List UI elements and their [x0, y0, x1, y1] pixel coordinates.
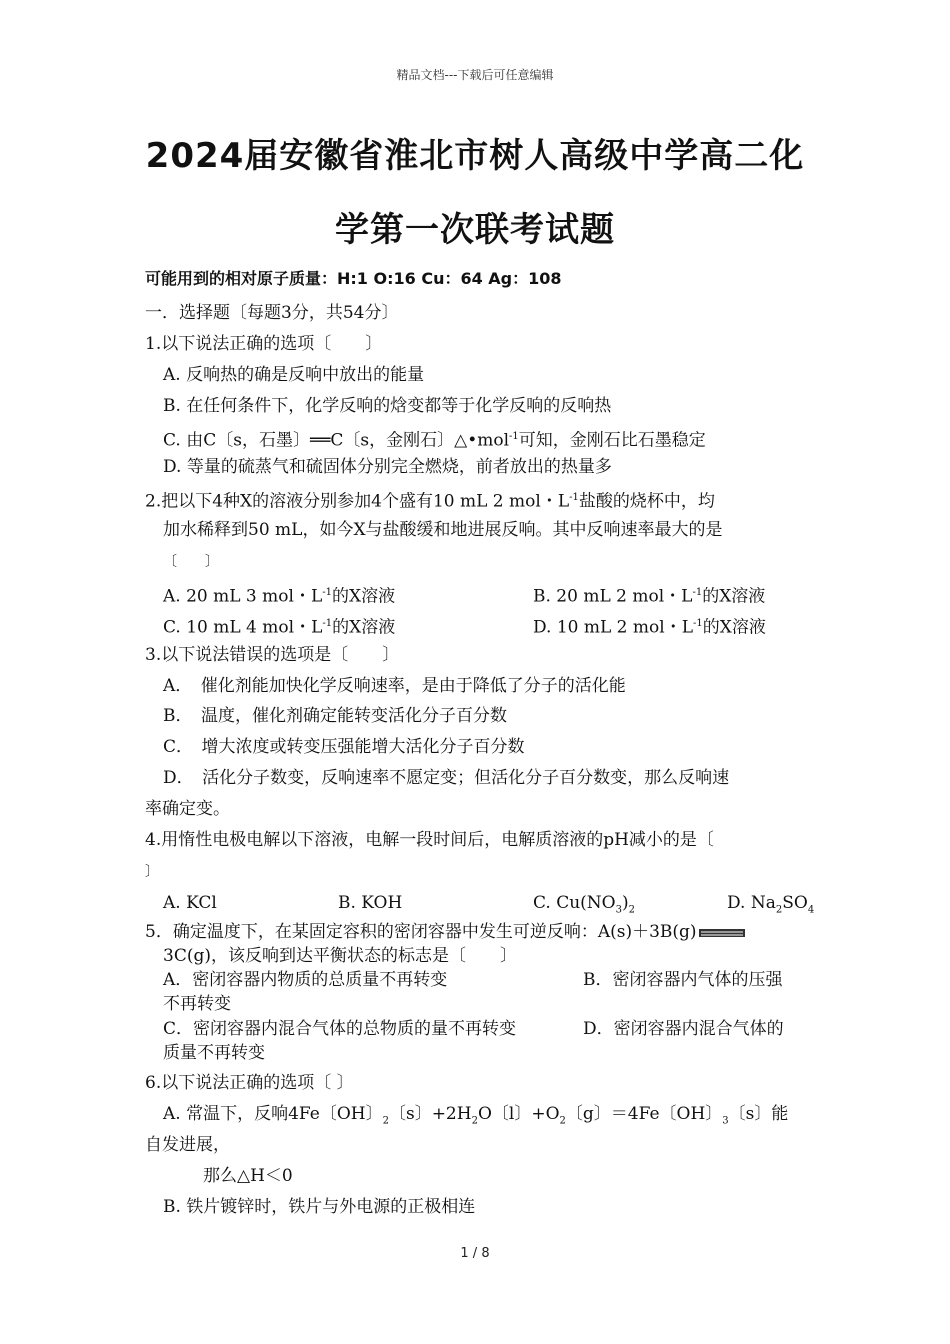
q2-option-c: [163, 613, 395, 639]
q2-stem-line-1: [145, 487, 715, 513]
q6-a-part-4: 〔g〕＝4Fe〔OH〕: [565, 1104, 723, 1124]
q4-option-c-sub2: 2: [628, 904, 635, 916]
q5-option-a: A．密闭容器内物质的总质量不再转变: [163, 970, 448, 990]
q3-option-d-line-2: 率确定变。: [145, 799, 230, 819]
q4-option-d-sub: 2: [775, 904, 783, 916]
atomic-masses: 可能用到的相对原子质量：H:1 O:16 Cu：64 Ag：108: [145, 269, 562, 288]
q5-stem-line-1: [145, 921, 745, 943]
q4-stem-line-2: 〕: [145, 864, 159, 880]
q4-stem-line-1: 4.用惰性电极电解以下溶液，电解一段时间后，电解质溶液的pH减小的是〔: [145, 830, 714, 850]
q1-option-c-sup: -1: [509, 431, 519, 442]
page-header: 精品文档---下载后可任意编辑: [396, 68, 554, 82]
q4-option-c-text: C. Cu(NO: [533, 893, 616, 913]
q6-option-b: B. 铁片镀锌时，铁片与外电源的正极相连: [163, 1197, 476, 1217]
q4-option-b: B. KOH: [338, 893, 403, 913]
q2-option-d: [533, 613, 766, 639]
q2-stem-sup: -1: [569, 492, 579, 503]
q3-stem: 3.以下说法错误的选项是〔 〕: [145, 645, 400, 665]
q6-a-part-2: 〔s〕+2H: [388, 1104, 472, 1124]
page-title-line-1: 2024届安徽省淮北市树人高级中学高二化: [145, 136, 805, 176]
q5-stem-text: 5．确定温度下，在某固定容积的密闭容器中发生可逆反响：A(s)＋3B(g): [145, 922, 697, 942]
q5-option-b-line-2: 不再转变: [163, 994, 231, 1014]
q5-option-c: C．密闭容器内混合气体的总物质的量不再转变: [163, 1019, 517, 1039]
q1-stem: 1.以下说法正确的选项〔 〕: [145, 334, 383, 354]
q2-stem-line-3: 〔 〕: [163, 554, 219, 570]
q3-option-d-line-1: D． 活化分子数变，反响速率不愿定变；但活化分子百分数变，那么反响速: [163, 768, 730, 788]
q2-option-b-sup: -1: [692, 587, 703, 598]
q6-a-sub-2: 2: [471, 1115, 478, 1127]
q3-option-c: C． 增大浓度或转变压强能增大活化分子百分数: [163, 737, 525, 757]
q2-option-b: [533, 582, 765, 608]
q4-option-a: A. KCl: [163, 893, 217, 913]
q5-option-b-line-1: B．密闭容器内气体的压强: [583, 970, 783, 990]
q1-option-c-tail: 可知，金刚石比石墨稳定: [518, 430, 706, 451]
q4-option-d-sub2: 4: [807, 904, 815, 916]
q2-option-c-text: C. 10 mL 4 mol・L: [163, 617, 323, 638]
q6-a-part-1: A. 常温下，反响4Fe〔OH〕: [163, 1104, 383, 1124]
q2-option-d-sup: -1: [692, 618, 703, 629]
q6-option-a-line-2: 自发进展，: [145, 1135, 230, 1155]
page-number: 1 / 8: [460, 1246, 490, 1261]
q2-stem-text: 2.把以下4种X的溶液分别参加4个盛有10 mL 2 mol・L: [145, 491, 570, 512]
q2-option-a-text: A. 20 mL 3 mol・L: [163, 586, 323, 607]
q6-a-part-3: O〔l〕+O: [477, 1104, 560, 1124]
q3-option-b: B． 温度，催化剂确定能转变活化分子百分数: [163, 706, 507, 726]
equilibrium-arrow-icon: [699, 927, 745, 939]
q6-a-part-5: 〔s〕能: [728, 1104, 789, 1124]
q6-a-sub-4: 3: [722, 1115, 729, 1127]
q1-option-d: D. 等量的硫蒸气和硫固体分别完全燃烧，前者放出的热量多: [163, 457, 612, 477]
q4-option-c: [533, 892, 635, 921]
q2-option-a-sup: -1: [322, 587, 332, 598]
q4-option-d-text: D. Na: [727, 893, 776, 913]
q6-stem: 6.以下说法正确的选项〔 〕: [145, 1073, 354, 1093]
q6-a-sub-1: 2: [382, 1115, 389, 1127]
q6-option-a-line-1: [163, 1103, 788, 1132]
q1-option-b: B. 在任何条件下，化学反响的焓变都等于化学反响的反响热: [163, 396, 612, 416]
q2-stem-tail: 盐酸的烧杯中，均: [578, 491, 715, 512]
q2-option-b-text: B. 20 mL 2 mol・L: [533, 586, 693, 607]
q1-option-a: A. 反响热的确是反响中放出的能量: [163, 365, 425, 385]
q2-option-a: [163, 582, 395, 608]
q4-option-c-mid: ): [621, 893, 629, 913]
q4-option-c-sub: 3: [615, 904, 622, 916]
page-title-line-2: 学第一次联考试题: [335, 210, 615, 250]
q1-option-c: [163, 426, 706, 452]
q4-option-d: [727, 892, 814, 921]
q5-stem-line-2: 3C(g)，该反响到达平衡状态的标志是〔 〕: [163, 946, 517, 966]
section-heading: 一．选择题〔每题3分，共54分〕: [145, 303, 399, 323]
q2-option-c-tail: 的X溶液: [332, 617, 396, 638]
q5-option-d-line-2: 质量不再转变: [163, 1043, 265, 1063]
q6-a-sub-3: 2: [559, 1115, 566, 1127]
q2-option-d-text: D. 10 mL 2 mol・L: [533, 617, 693, 638]
q1-option-c-text: C. 由C〔s，石墨〕══C〔s，金刚石〕△•mol: [163, 430, 510, 451]
q2-option-c-sup: -1: [322, 618, 333, 629]
q2-option-b-tail: 的X溶液: [702, 586, 766, 607]
q2-stem-line-2: 加水稀释到50 mL，如今X与盐酸缓和地进展反响。其中反响速率最大的是: [163, 520, 723, 540]
q5-option-d-line-1: D．密闭容器内混合气体的: [583, 1019, 784, 1039]
q6-option-a-line-3: 那么△H＜0: [203, 1166, 293, 1186]
q2-option-a-tail: 的X溶液: [331, 586, 396, 607]
q4-option-d-mid: SO: [782, 893, 808, 913]
q3-option-a: A． 催化剂能加快化学反响速率，是由于降低了分子的活化能: [163, 676, 626, 696]
q2-option-d-tail: 的X溶液: [702, 617, 766, 638]
